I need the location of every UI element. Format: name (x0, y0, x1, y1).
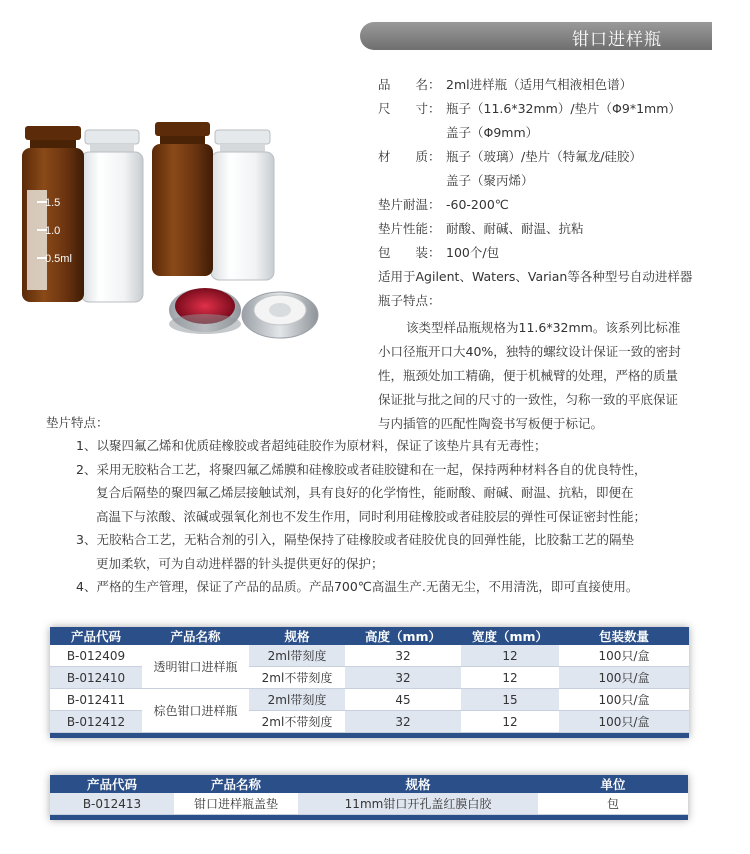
product-table-caps (50, 775, 688, 820)
spec-row-package: 包 装： 100个/包 (378, 245, 500, 260)
table-row: B-012413 钳口进样瓶盖垫 11mm钳口开孔盖红膜白胶 包 (50, 793, 688, 815)
spec-row-temperature: 垫片耐温： -60-200℃ (378, 197, 509, 212)
table-footer-bar (50, 815, 688, 821)
spec-row-material: 材 质： 瓶子（玻璃）/垫片（特氟龙/硅胶） (378, 149, 642, 164)
table-footer-bar (50, 733, 689, 739)
graduation-label-1: 1.5 (45, 197, 61, 209)
table-row: B-012411 棕色钳口进样瓶 2ml带刻度 45 15 100只/盒 (50, 689, 689, 711)
graduation-label-2: 1.0 (45, 225, 61, 237)
graduation-label-3: 0.5ml (45, 253, 72, 265)
clear-vial-back (211, 130, 274, 280)
spec-row-material-cap: 盖子（聚丙烯） (446, 173, 534, 188)
septa-feature-4: 4、严格的生产管理，保证了产品的品质。产品700℃高温生产.无菌无尘，不用清洗，即可直接使用。 (76, 579, 639, 594)
spec-row-performance: 垫片性能： 耐酸、耐碱、耐温、抗粘 (378, 221, 584, 236)
page-title: 钳口进样瓶 (572, 30, 662, 50)
septa-feature-2: 2、采用无胶粘合工艺，将聚四氟乙烯膜和硅橡胶或者硅胶键和在一起，保持两种材料各自的优良特性， (76, 461, 647, 477)
clear-vial-front (81, 130, 143, 302)
bottle-features-text: 该类型样品瓶规格为11.6*32mm。该系列比标准 小口径瓶开口大40%，独特的螺纹设计保证一致的密封 性，瓶颈处加工精确，便于机械臂的处理，严格的质量 保证批与批之间的尺寸的一致性，匀称一致的平底保证 与内插管的匹配性陶瓷书写板便于标记。 (378, 320, 681, 431)
amber-vial-back (152, 122, 213, 276)
table-row: B-012410 2ml不带刻度 32 12 100只/盒 (50, 667, 689, 689)
septa-feature-1: 1、以聚四氟乙烯和优质硅橡胶或者超纯硅胶作为原材料，保证了该垫片具有无毒性； (76, 438, 547, 453)
septa-features-title: 垫片特点： (46, 415, 109, 430)
table-header: 产品代码 产品名称 规格 高度（mm） 宽度（mm） 包装数量 (50, 627, 689, 645)
septa-feature-3: 3、无胶粘合工艺，无粘合剂的引入，隔垫保持了硅橡胶或者硅胶优良的回弹性能，比胶黏工艺的隔垫 (76, 532, 634, 547)
spec-row-name: 品 名： 2ml进样瓶（适用气相液相色谱） (378, 77, 633, 92)
applicable-note: 适用于Agilent、Waters、Varian等各种型号自动进样器 (378, 269, 693, 284)
bottle-features-title: 瓶子特点： (378, 293, 441, 308)
product-table-vials (50, 627, 689, 738)
spec-row-size-cap: 盖子（Φ9mm） (446, 125, 539, 140)
spec-row-size: 尺 寸： 瓶子（11.6*32mm）/垫片（Φ9*1mm） (378, 101, 681, 116)
table-row: B-012409 透明钳口进样瓶 2ml带刻度 32 12 100只/盒 (50, 645, 689, 667)
amber-vial-front (22, 126, 84, 302)
title-bar (360, 22, 712, 50)
septa-feature-list: 1、以聚四氟乙烯和优质硅橡胶或者超纯硅胶作为原材料，保证了该垫片具有无毒性； 2、采用无胶粘合工艺，将聚四氟乙烯膜和硅橡胶或者硅胶键和在一起，保持两种材料各自的优良特性， 复合后隔垫的聚四氟乙烯层接触试剂，具有良好的化学惰性，能耐酸、耐碱、耐温、抗粘，即便在 高温下与浓酸、浓碱或强氧化剂也不发生作用，同时利用硅橡胶或者硅胶层的弹性可保证密封性能； 3、无胶粘合工艺，无粘合剂的引入，隔垫保持了硅橡胶或者硅胶优良的回弹性能，比胶黏工艺的隔垫 更加柔软，可为自动进样器的针头提供更好的保护； 4、严格的生产管理，保证了产品的品质。产品700℃高温生产.无菌无尘，不用清洗，即可直接使用。 (76, 434, 726, 599)
table-header: 产品代码 产品名称 规格 单位 (50, 775, 688, 793)
white-septum-cap (242, 292, 318, 338)
product-photo (15, 110, 365, 350)
red-septum-cap (169, 288, 241, 334)
table-row: B-012412 2ml不带刻度 32 12 100只/盒 (50, 711, 689, 733)
